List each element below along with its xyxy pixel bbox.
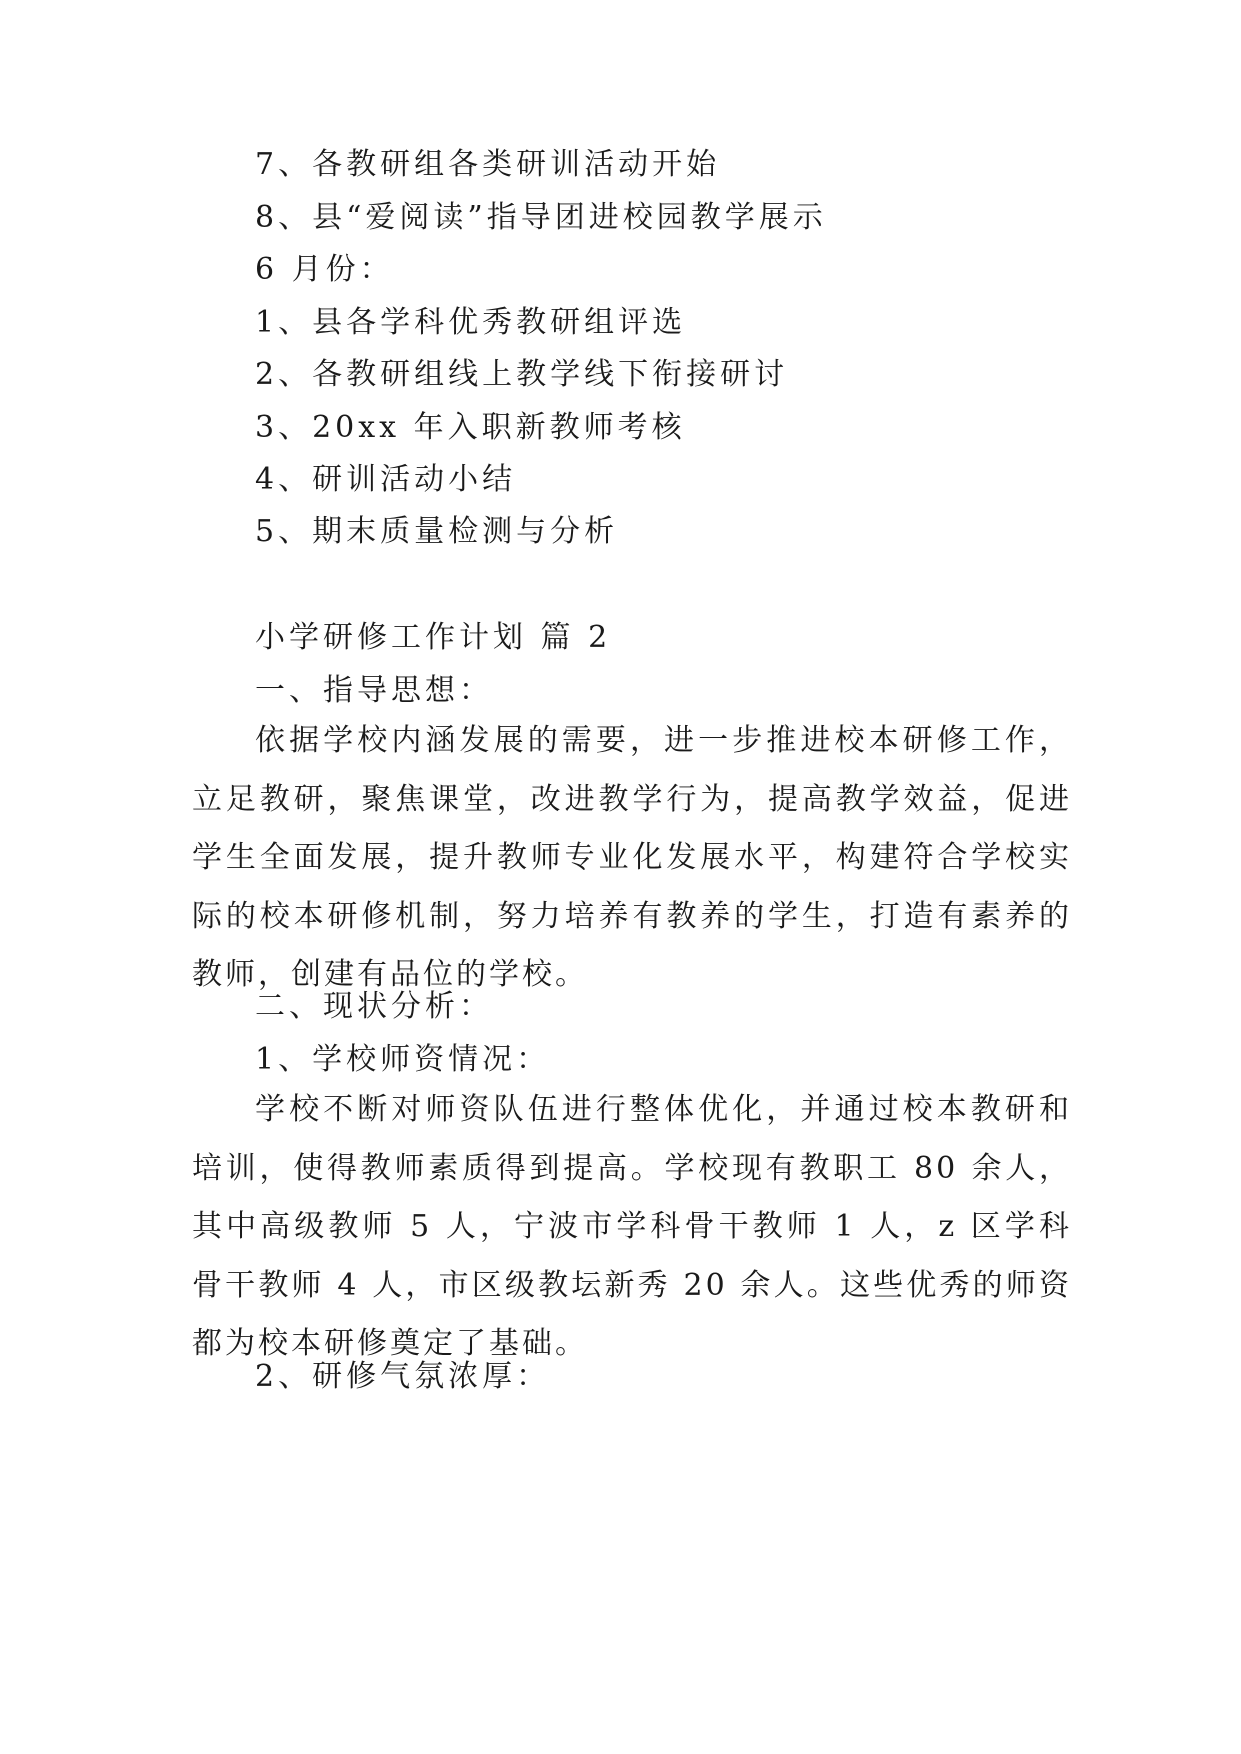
june-item-3: 3、20xx 年入职新教师考核 <box>255 410 686 445</box>
june-item-2: 2、各教研组线上教学线下衔接研讨 <box>255 357 789 392</box>
subsection2-heading: 2、研修气氛浓厚： <box>255 1359 551 1394</box>
june-item-4: 4、研训活动小结 <box>255 462 517 497</box>
section1-heading: 一、指导思想： <box>255 673 493 708</box>
article2-title: 小学研修工作计划 篇 2 <box>255 620 612 655</box>
section2-heading: 二、现状分析： <box>255 989 493 1024</box>
subsection1-paragraph: 学校不断对师资队伍进行整体优化，并通过校本教研和培训，使得教师素质得到提高。学校现有教职工 80 余人，其中高级教师 5 人，宁波市学科骨干教师 1 人，z 区学科骨干教师 4 人，市区级教坛新秀 20 余人。这些优秀的师资都为校本研修奠定了基础。 <box>192 1092 1072 1361</box>
june-item-1: 1、县各学科优秀教研组评选 <box>255 305 687 340</box>
may-item-8: 8、县“爱阅读”指导团进校园教学展示 <box>255 200 827 235</box>
june-item-5: 5、期末质量检测与分析 <box>255 514 619 549</box>
june-heading: 6 月份： <box>255 252 394 287</box>
subsection1-heading: 1、学校师资情况： <box>255 1042 551 1077</box>
section1-paragraph: 依据学校内涵发展的需要，进一步推进校本研修工作，立足教研，聚焦课堂，改进教学行为，提高教学效益，促进学生全面发展，提升教师专业化发展水平，构建符合学校实际的校本研修机制，努力培养有教养的学生，打造有素养的教师，创建有品位的学校。 <box>192 723 1072 992</box>
may-item-7: 7、各教研组各类研训活动开始 <box>255 147 721 182</box>
